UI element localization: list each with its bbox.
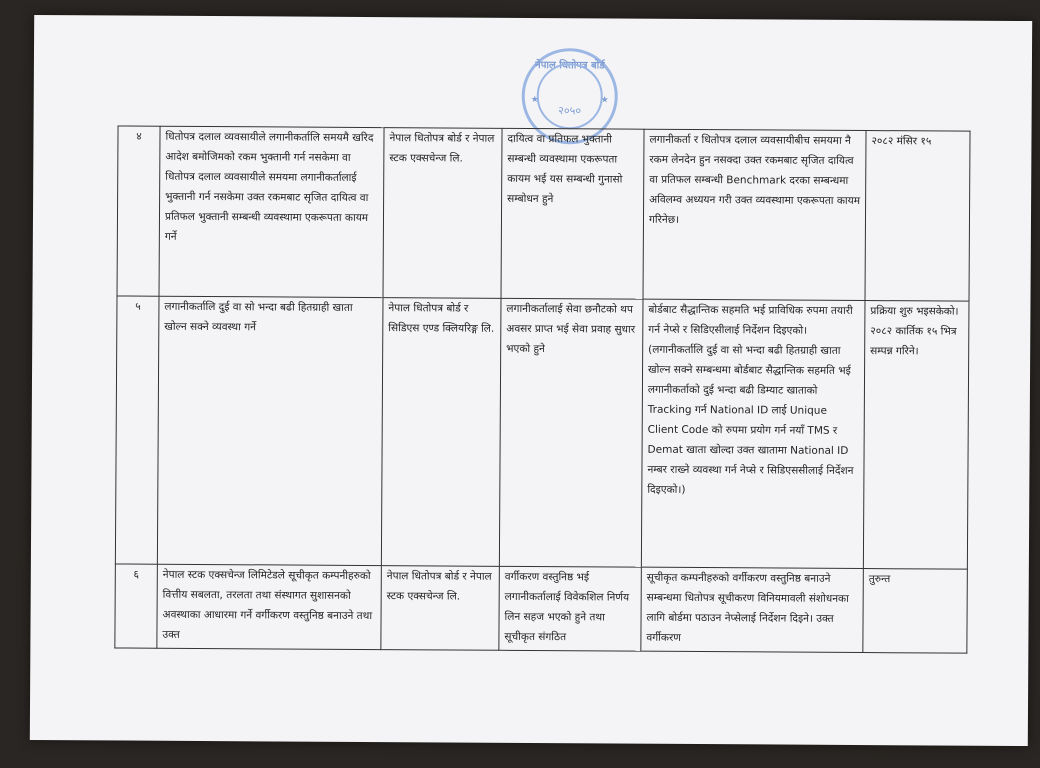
- document-page: [30, 15, 1032, 746]
- row-agency: नेपाल धितोपत्र बोर्ड र नेपाल स्टक एक्सचेन्ज लि.: [381, 566, 500, 651]
- table-row: [117, 126, 970, 301]
- row-outcome: वर्गीकरण वस्तुनिष्ठ भई लगानीकर्तालाई विवेकशिल निर्णय लिन सहज भएको हुने तथा सूचीकृत संगठित: [499, 566, 642, 651]
- row-outcome: दायित्व वा प्रतिफल भुक्तानी सम्बन्धी व्यवस्थामा एकरूपता कायम भई यस सम्बन्धी गुनासो सम्बोधन हुने: [501, 128, 644, 299]
- seal-year: २०५०: [558, 104, 582, 118]
- seal-inner-ring: [537, 63, 603, 129]
- seal-star-icon: ★: [600, 95, 609, 106]
- row-deadline: २०८२ मंसिर १५: [865, 131, 970, 302]
- row-number: ४: [117, 126, 160, 296]
- row-progress: सूचीकृत कम्पनीहरुको वर्गीकरण वस्तुनिष्ठ बनाउने सम्बन्धमा धितोपत्र सूचीकरण विनियमावली संशोधनका लागि बोर्डमा पठाउन नेप्सेलाई निर्देशन दिइने। उक्त वर्गीकरण: [641, 567, 864, 652]
- action-plan-table: [114, 125, 969, 652]
- row-outcome: लगानीकर्तालाई सेवा छनौटको थप अवसर प्राप्त भई सेवा प्रवाह सुधार भएको हुने: [499, 298, 643, 567]
- row-agency: नेपाल धितोपत्र बोर्ड र सिडिएस एण्ड क्लियरिङ्ग लि.: [381, 298, 501, 567]
- seal-text: नेपाल धितोपत्र बोर्ड: [535, 60, 605, 72]
- row-subject: नेपाल स्टक एक्सचेन्ज लिमिटेडले सूचीकृत कम्पनीहरुको वित्तीय सबलता, तरलता तथा संस्थागत सुशासनको अवस्थाका आधारमा गर्ने वर्गीकरण वस्तुनिष्ठ बनाउने तथा उक्त: [157, 564, 382, 649]
- row-subject: धितोपत्र दलाल व्यवसायीले लगानीकर्तालि समयमै खरिद आदेश बमोजिमको रकम भुक्तानी गर्न नसकेमा वा धितोपत्र दलाल व्यवसायीले समयमा लगानीकर्तालाई भुक्तानी गर्न नसकेमा उक्त रकमबाट सृजित दायित्व वा प्रतिफल भुक्तानी सम्बन्धी व्यवस्थामा एकरूपता कायम गर्ने: [159, 126, 384, 297]
- seal-star-icon: ★: [530, 94, 539, 106]
- row-number: ५: [115, 296, 159, 564]
- row-deadline: प्रक्रिया शुरु भइसकेको। २०८२ कार्तिक १५ भित्र सम्पन्न गरिने।: [863, 301, 969, 570]
- table-row: [115, 296, 969, 569]
- table-row: [115, 564, 967, 653]
- row-number: ६: [115, 564, 158, 648]
- row-subject: लगानीकर्तालि दुई वा सो भन्दा बढी हितग्राही खाता खोल्न सक्ने व्यवस्था गर्ने: [157, 296, 383, 565]
- row-agency: नेपाल धितोपत्र बोर्ड र नेपाल स्टक एक्सचेन्ज लि.: [383, 128, 502, 299]
- row-progress: लगानीकर्ता र धितोपत्र दलाल व्यवसायीबीच समयमा नै रकम लेनदेन हुन नसक्दा उक्त रकमबाट सृजित दायित्व वा प्रतिफल सम्बन्धी Benchmark दरका सम्बन्धमा अविलम्व अध्ययन गरी उक्त व्यवस्थामा एकरूपता कायम गरिनेछ।: [643, 129, 866, 300]
- row-deadline: तुरुन्त: [863, 569, 968, 654]
- row-progress: बोर्डबाट सैद्धान्तिक सहमति भई प्राविधिक रुपमा तयारी गर्न नेप्से र सिडिएसीलाई निर्देशन दिइएको। (लगानीकर्तालि दुई वा सो भन्दा बढी हितग्राही खाता खोल्न सक्ने सम्बन्धमा बोर्डबाट सैद्धान्तिक सहमति भई लगानीकर्ताको दुई भन्दा बढी डिम्याट खाताको Tracking गर्न National ID लाई Unique Client Code को रुपमा प्रयोग गर्न नयाँ TMS र Demat खाता खोल्दा उक्त खातामा National ID नम्बर राख्ने व्यवस्था गर्न नेप्से र सिडिएससीलाई निर्देशन दिइएको।): [641, 299, 865, 568]
